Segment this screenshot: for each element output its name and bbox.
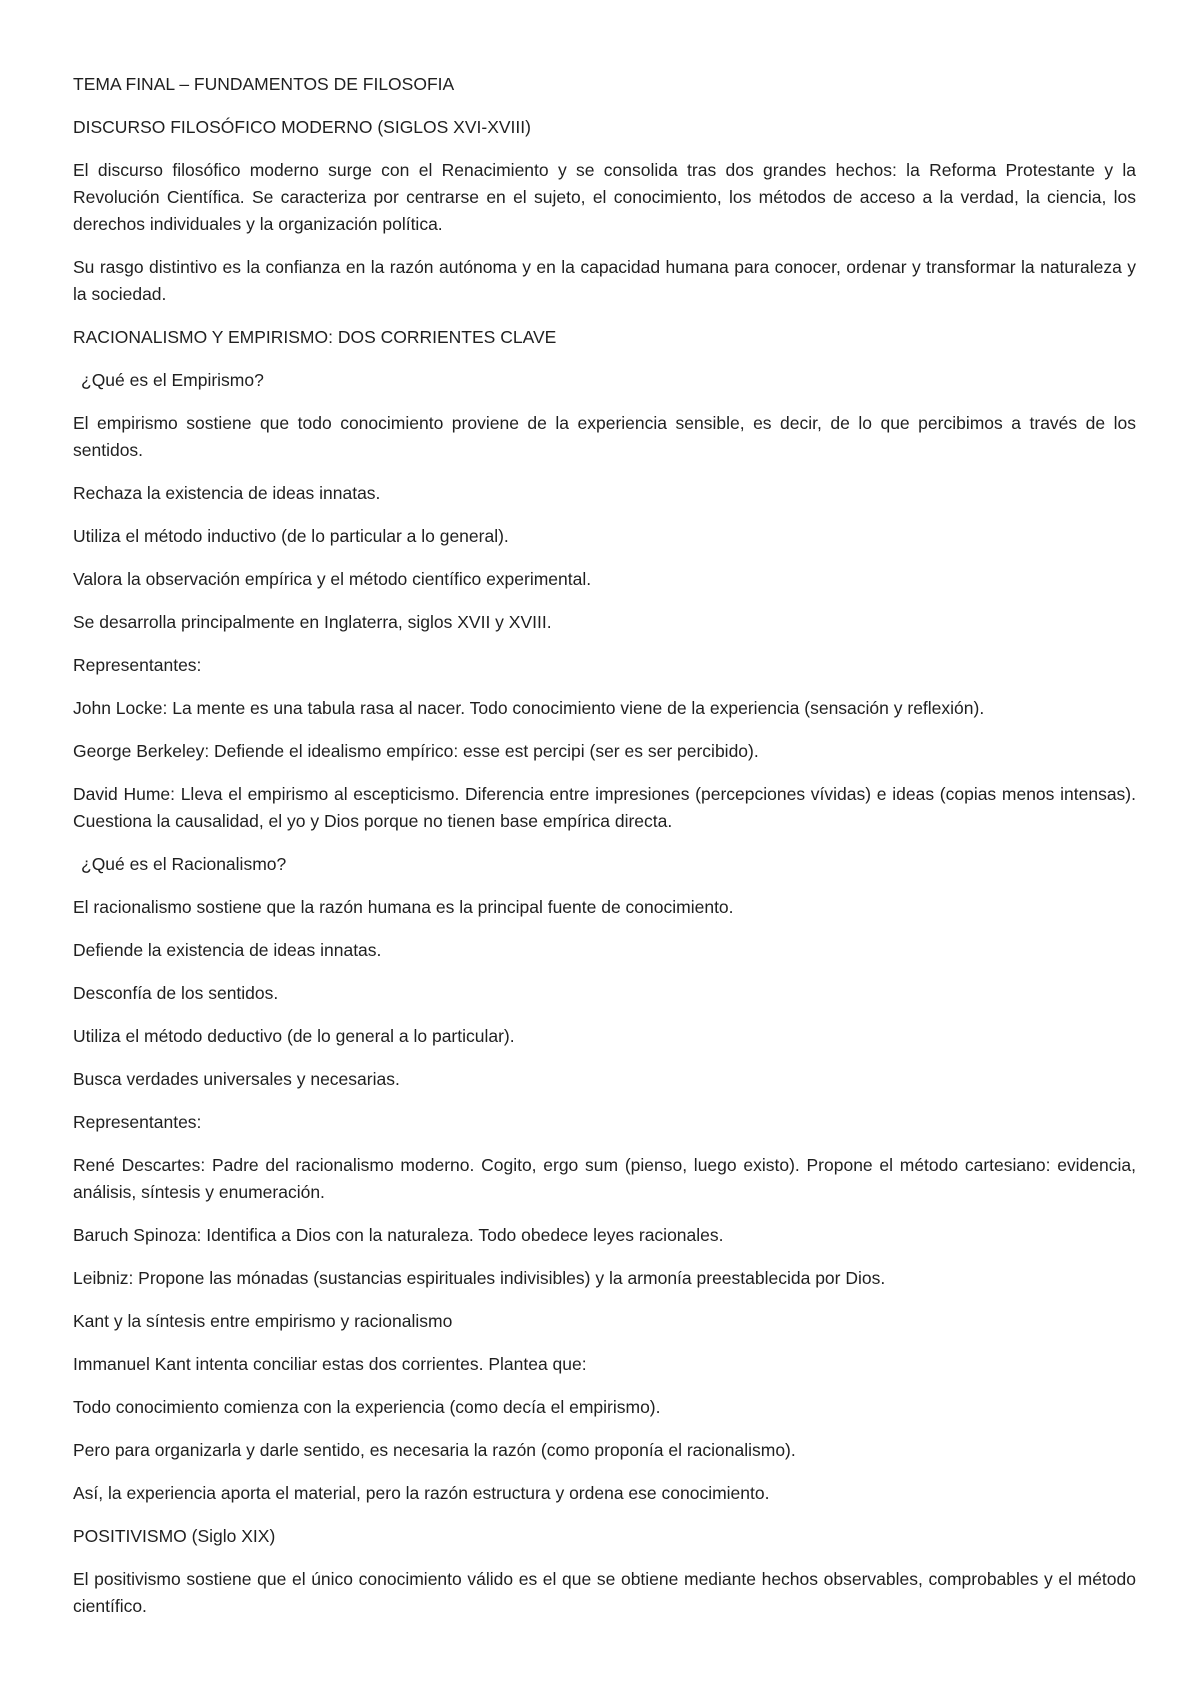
- section-heading: POSITIVISMO (Siglo XIX): [73, 1526, 276, 1546]
- body-paragraph: John Locke: La mente es una tabula rasa al nacer. Todo conocimiento viene de la experiencia (sensación y reflexión).: [73, 698, 985, 718]
- body-paragraph: Baruch Spinoza: Identifica a Dios con la naturaleza. Todo obedece leyes racionales.: [73, 1225, 724, 1245]
- body-paragraph: Representantes:: [73, 655, 202, 675]
- body-paragraph: Defiende la existencia de ideas innatas.: [73, 940, 382, 960]
- section-heading: Kant y la síntesis entre empirismo y racionalismo: [73, 1311, 453, 1331]
- body-paragraph: Rechaza la existencia de ideas innatas.: [73, 483, 381, 503]
- body-paragraph: Se desarrolla principalmente en Inglaterra, siglos XVII y XVIII.: [73, 612, 552, 632]
- body-paragraph: Leibniz: Propone las mónadas (sustancias espirituales indivisibles) y la armonía preestablecida por Dios.: [73, 1268, 886, 1288]
- section-heading: DISCURSO FILOSÓFICO MODERNO (SIGLOS XVI-XVIII): [73, 117, 531, 137]
- body-paragraph: Todo conocimiento comienza con la experiencia (como decía el empirismo).: [73, 1397, 661, 1417]
- body-paragraph: George Berkeley: Defiende el idealismo empírico: esse est percipi (ser es ser percibido).: [73, 741, 759, 761]
- body-paragraph: El discurso filosófico moderno surge con el Renacimiento y se consolida tras dos grandes hechos: la Reforma Protestante y la Revolución Científica. Se caracteriza por centrarse en el sujeto, el conocimiento, los métodos de acceso a la verdad, la ciencia, los derechos individuales y la organización política.: [73, 160, 1136, 234]
- body-paragraph: Pero para organizarla y darle sentido, es necesaria la razón (como proponía el racionalismo).: [73, 1440, 796, 1460]
- section-heading: RACIONALISMO Y EMPIRISMO: DOS CORRIENTES CLAVE: [73, 327, 557, 347]
- body-paragraph: René Descartes: Padre del racionalismo moderno. Cogito, ergo sum (pienso, luego existo). Propone el método cartesiano: evidencia, análisis, síntesis y enumeración.: [73, 1155, 1136, 1202]
- body-paragraph: Así, la experiencia aporta el material, pero la razón estructura y ordena ese conocimiento.: [73, 1483, 770, 1503]
- body-paragraph: Desconfía de los sentidos.: [73, 983, 279, 1003]
- body-paragraph: Valora la observación empírica y el método científico experimental.: [73, 569, 592, 589]
- subsection-question: ¿Qué es el Empirismo?: [81, 370, 264, 390]
- body-paragraph: Representantes:: [73, 1112, 202, 1132]
- subsection-question: ¿Qué es el Racionalismo?: [81, 854, 287, 874]
- body-paragraph: El empirismo sostiene que todo conocimiento proviene de la experiencia sensible, es decir, de lo que percibimos a través de los sentidos.: [73, 413, 1136, 460]
- document-title: TEMA FINAL – FUNDAMENTOS DE FILOSOFIA: [73, 74, 455, 94]
- document-body: [73, 71, 1136, 1636]
- body-paragraph: El positivismo sostiene que el único conocimiento válido es el que se obtiene mediante hechos observables, comprobables y el método científico.: [73, 1569, 1136, 1616]
- body-paragraph: Busca verdades universales y necesarias.: [73, 1069, 400, 1089]
- body-paragraph: Utiliza el método inductivo (de lo particular a lo general).: [73, 526, 509, 546]
- body-paragraph: David Hume: Lleva el empirismo al escepticismo. Diferencia entre impresiones (percepciones vívidas) e ideas (copias menos intensas). Cuestiona la causalidad, el yo y Dios porque no tienen base empírica directa.: [73, 784, 1136, 831]
- body-paragraph: Utiliza el método deductivo (de lo general a lo particular).: [73, 1026, 515, 1046]
- body-paragraph: Immanuel Kant intenta conciliar estas dos corrientes. Plantea que:: [73, 1354, 587, 1374]
- body-paragraph: Su rasgo distintivo es la confianza en la razón autónoma y en la capacidad humana para conocer, ordenar y transformar la naturaleza y la sociedad.: [73, 257, 1136, 304]
- body-paragraph: El racionalismo sostiene que la razón humana es la principal fuente de conocimiento.: [73, 897, 734, 917]
